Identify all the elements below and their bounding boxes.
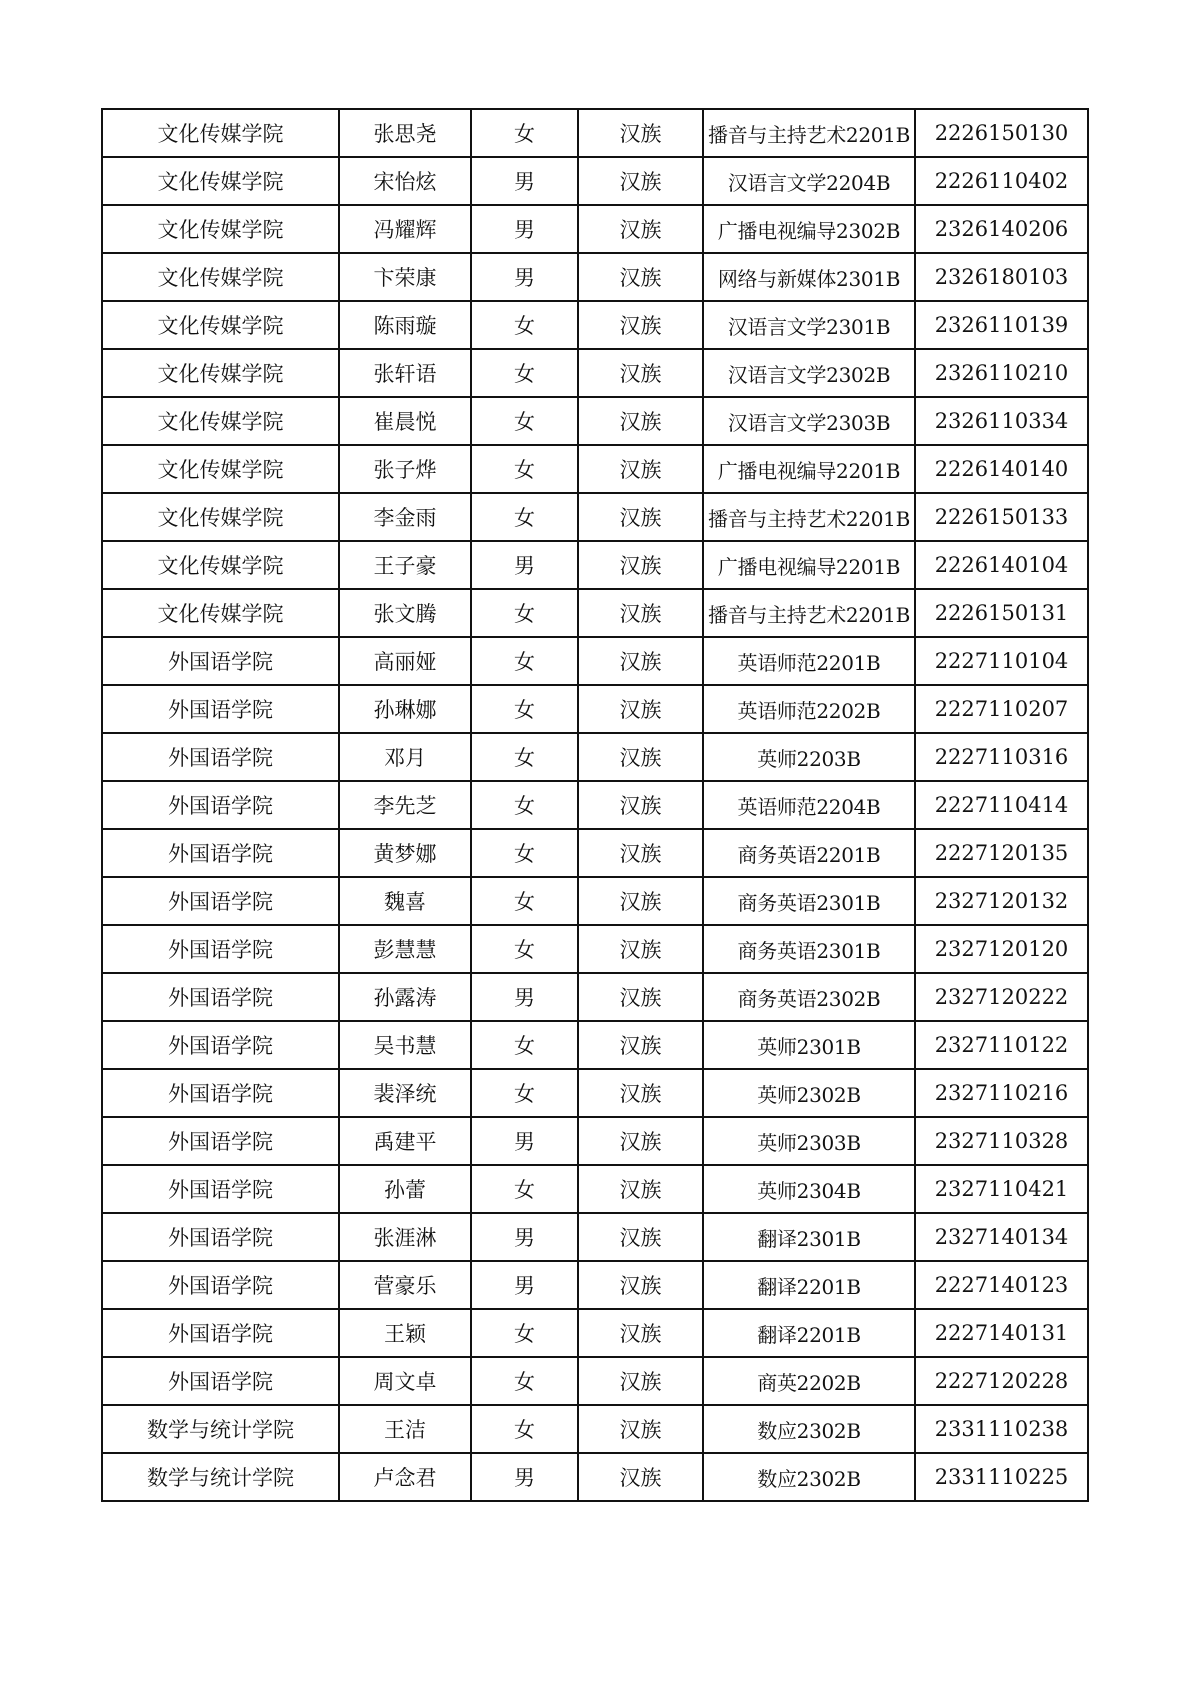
class-cell: 商务英语2301B [703, 925, 915, 973]
class-cell: 播音与主持艺术2201B [703, 589, 915, 637]
name-cell: 崔晨悦 [339, 397, 471, 445]
ethnicity-cell: 汉族 [578, 349, 703, 397]
college-cell: 文化传媒学院 [102, 397, 339, 445]
ethnicity-cell: 汉族 [578, 637, 703, 685]
gender-cell: 女 [471, 637, 578, 685]
gender-cell: 女 [471, 493, 578, 541]
table-row [102, 829, 1088, 877]
class-cell: 广播电视编导2201B [703, 541, 915, 589]
student-id-cell: 2227110104 [915, 637, 1088, 685]
college-cell: 文化传媒学院 [102, 541, 339, 589]
table-row [102, 973, 1088, 1021]
college-cell: 文化传媒学院 [102, 157, 339, 205]
student-id-cell: 2327110216 [915, 1069, 1088, 1117]
class-cell: 商务英语2301B [703, 877, 915, 925]
table-row [102, 349, 1088, 397]
table-row [102, 685, 1088, 733]
name-cell: 周文卓 [339, 1357, 471, 1405]
college-cell: 外国语学院 [102, 781, 339, 829]
table-row [102, 1117, 1088, 1165]
student-id-cell: 2327110421 [915, 1165, 1088, 1213]
college-cell: 文化传媒学院 [102, 445, 339, 493]
college-cell: 外国语学院 [102, 1021, 339, 1069]
college-cell: 外国语学院 [102, 1213, 339, 1261]
class-cell: 翻译2201B [703, 1309, 915, 1357]
student-id-cell: 2227110316 [915, 733, 1088, 781]
ethnicity-cell: 汉族 [578, 109, 703, 157]
gender-cell: 女 [471, 1309, 578, 1357]
class-cell: 英师2303B [703, 1117, 915, 1165]
ethnicity-cell: 汉族 [578, 157, 703, 205]
table-row [102, 1069, 1088, 1117]
ethnicity-cell: 汉族 [578, 541, 703, 589]
ethnicity-cell: 汉族 [578, 253, 703, 301]
student-id-cell: 2227110207 [915, 685, 1088, 733]
table-row [102, 1405, 1088, 1453]
name-cell: 张文腾 [339, 589, 471, 637]
ethnicity-cell: 汉族 [578, 685, 703, 733]
ethnicity-cell: 汉族 [578, 301, 703, 349]
name-cell: 彭慧慧 [339, 925, 471, 973]
gender-cell: 女 [471, 1357, 578, 1405]
ethnicity-cell: 汉族 [578, 733, 703, 781]
table-row [102, 493, 1088, 541]
gender-cell: 女 [471, 781, 578, 829]
student-id-cell: 2227140123 [915, 1261, 1088, 1309]
ethnicity-cell: 汉族 [578, 829, 703, 877]
class-cell: 英语师范2202B [703, 685, 915, 733]
table-row [102, 109, 1088, 157]
student-id-cell: 2326140206 [915, 205, 1088, 253]
class-cell: 汉语言文学2302B [703, 349, 915, 397]
ethnicity-cell: 汉族 [578, 493, 703, 541]
student-id-cell: 2326180103 [915, 253, 1088, 301]
gender-cell: 男 [471, 1117, 578, 1165]
class-cell: 网络与新媒体2301B [703, 253, 915, 301]
gender-cell: 女 [471, 1021, 578, 1069]
gender-cell: 女 [471, 1069, 578, 1117]
name-cell: 李金雨 [339, 493, 471, 541]
class-cell: 翻译2201B [703, 1261, 915, 1309]
class-cell: 数应2302B [703, 1453, 915, 1501]
class-cell: 播音与主持艺术2201B [703, 493, 915, 541]
college-cell: 外国语学院 [102, 829, 339, 877]
student-id-cell: 2226150131 [915, 589, 1088, 637]
table-row [102, 1213, 1088, 1261]
student-id-cell: 2326110139 [915, 301, 1088, 349]
gender-cell: 女 [471, 1165, 578, 1213]
name-cell: 菅豪乐 [339, 1261, 471, 1309]
name-cell: 冯耀辉 [339, 205, 471, 253]
class-cell: 汉语言文学2204B [703, 157, 915, 205]
name-cell: 张子烨 [339, 445, 471, 493]
student-id-cell: 2326110334 [915, 397, 1088, 445]
gender-cell: 男 [471, 205, 578, 253]
name-cell: 高丽娅 [339, 637, 471, 685]
ethnicity-cell: 汉族 [578, 1117, 703, 1165]
table-row [102, 925, 1088, 973]
college-cell: 文化传媒学院 [102, 253, 339, 301]
class-cell: 数应2302B [703, 1405, 915, 1453]
college-cell: 文化传媒学院 [102, 349, 339, 397]
gender-cell: 女 [471, 397, 578, 445]
roster-body [102, 109, 1088, 1501]
college-cell: 外国语学院 [102, 925, 339, 973]
table-row [102, 397, 1088, 445]
student-id-cell: 2226150133 [915, 493, 1088, 541]
gender-cell: 女 [471, 109, 578, 157]
ethnicity-cell: 汉族 [578, 877, 703, 925]
class-cell: 汉语言文学2303B [703, 397, 915, 445]
table-row [102, 1309, 1088, 1357]
ethnicity-cell: 汉族 [578, 1309, 703, 1357]
table-row [102, 637, 1088, 685]
student-id-cell: 2327140134 [915, 1213, 1088, 1261]
college-cell: 外国语学院 [102, 685, 339, 733]
table-row [102, 253, 1088, 301]
gender-cell: 女 [471, 349, 578, 397]
college-cell: 外国语学院 [102, 1069, 339, 1117]
ethnicity-cell: 汉族 [578, 397, 703, 445]
student-id-cell: 2227110414 [915, 781, 1088, 829]
table-row [102, 1165, 1088, 1213]
name-cell: 张轩语 [339, 349, 471, 397]
gender-cell: 女 [471, 685, 578, 733]
table-row [102, 781, 1088, 829]
name-cell: 王洁 [339, 1405, 471, 1453]
gender-cell: 男 [471, 973, 578, 1021]
name-cell: 魏喜 [339, 877, 471, 925]
college-cell: 数学与统计学院 [102, 1453, 339, 1501]
gender-cell: 女 [471, 733, 578, 781]
name-cell: 黄梦娜 [339, 829, 471, 877]
college-cell: 外国语学院 [102, 1357, 339, 1405]
gender-cell: 女 [471, 877, 578, 925]
class-cell: 汉语言文学2301B [703, 301, 915, 349]
student-id-cell: 2327120222 [915, 973, 1088, 1021]
gender-cell: 男 [471, 157, 578, 205]
ethnicity-cell: 汉族 [578, 1453, 703, 1501]
ethnicity-cell: 汉族 [578, 973, 703, 1021]
table-row [102, 1021, 1088, 1069]
college-cell: 文化传媒学院 [102, 205, 339, 253]
ethnicity-cell: 汉族 [578, 445, 703, 493]
class-cell: 英师2203B [703, 733, 915, 781]
college-cell: 外国语学院 [102, 973, 339, 1021]
college-cell: 外国语学院 [102, 733, 339, 781]
gender-cell: 男 [471, 1261, 578, 1309]
name-cell: 王颖 [339, 1309, 471, 1357]
college-cell: 外国语学院 [102, 1261, 339, 1309]
student-id-cell: 2226150130 [915, 109, 1088, 157]
student-id-cell: 2327110122 [915, 1021, 1088, 1069]
college-cell: 文化传媒学院 [102, 109, 339, 157]
name-cell: 卞荣康 [339, 253, 471, 301]
student-id-cell: 2226140140 [915, 445, 1088, 493]
name-cell: 吴书慧 [339, 1021, 471, 1069]
class-cell: 商务英语2302B [703, 973, 915, 1021]
college-cell: 外国语学院 [102, 1117, 339, 1165]
table-row [102, 157, 1088, 205]
student-id-cell: 2331110225 [915, 1453, 1088, 1501]
student-id-cell: 2326110210 [915, 349, 1088, 397]
name-cell: 邓月 [339, 733, 471, 781]
table-row [102, 877, 1088, 925]
college-cell: 文化传媒学院 [102, 589, 339, 637]
class-cell: 广播电视编导2302B [703, 205, 915, 253]
gender-cell: 女 [471, 1405, 578, 1453]
college-cell: 外国语学院 [102, 1309, 339, 1357]
table-row [102, 1357, 1088, 1405]
gender-cell: 女 [471, 925, 578, 973]
class-cell: 商英2202B [703, 1357, 915, 1405]
gender-cell: 女 [471, 829, 578, 877]
ethnicity-cell: 汉族 [578, 205, 703, 253]
class-cell: 英师2304B [703, 1165, 915, 1213]
student-roster-table [101, 108, 1089, 1502]
ethnicity-cell: 汉族 [578, 1213, 703, 1261]
name-cell: 王子豪 [339, 541, 471, 589]
name-cell: 孙蕾 [339, 1165, 471, 1213]
ethnicity-cell: 汉族 [578, 781, 703, 829]
class-cell: 英语师范2201B [703, 637, 915, 685]
ethnicity-cell: 汉族 [578, 1165, 703, 1213]
college-cell: 数学与统计学院 [102, 1405, 339, 1453]
name-cell: 李先芝 [339, 781, 471, 829]
college-cell: 外国语学院 [102, 877, 339, 925]
name-cell: 孙琳娜 [339, 685, 471, 733]
gender-cell: 男 [471, 541, 578, 589]
class-cell: 英师2302B [703, 1069, 915, 1117]
class-cell: 翻译2301B [703, 1213, 915, 1261]
gender-cell: 女 [471, 301, 578, 349]
gender-cell: 女 [471, 589, 578, 637]
ethnicity-cell: 汉族 [578, 1405, 703, 1453]
ethnicity-cell: 汉族 [578, 589, 703, 637]
ethnicity-cell: 汉族 [578, 1021, 703, 1069]
student-id-cell: 2327120132 [915, 877, 1088, 925]
name-cell: 陈雨璇 [339, 301, 471, 349]
name-cell: 张思尧 [339, 109, 471, 157]
student-id-cell: 2327120120 [915, 925, 1088, 973]
student-id-cell: 2327110328 [915, 1117, 1088, 1165]
table-row [102, 445, 1088, 493]
college-cell: 外国语学院 [102, 1165, 339, 1213]
table-row [102, 205, 1088, 253]
table-row [102, 589, 1088, 637]
table-row [102, 301, 1088, 349]
student-id-cell: 2331110238 [915, 1405, 1088, 1453]
name-cell: 禹建平 [339, 1117, 471, 1165]
name-cell: 卢念君 [339, 1453, 471, 1501]
student-id-cell: 2226140104 [915, 541, 1088, 589]
class-cell: 广播电视编导2201B [703, 445, 915, 493]
table-row [102, 541, 1088, 589]
table-row [102, 1261, 1088, 1309]
ethnicity-cell: 汉族 [578, 1261, 703, 1309]
student-id-cell: 2227140131 [915, 1309, 1088, 1357]
table-row [102, 733, 1088, 781]
name-cell: 宋怡炫 [339, 157, 471, 205]
name-cell: 张涯淋 [339, 1213, 471, 1261]
student-id-cell: 2227120228 [915, 1357, 1088, 1405]
ethnicity-cell: 汉族 [578, 925, 703, 973]
name-cell: 裴泽统 [339, 1069, 471, 1117]
ethnicity-cell: 汉族 [578, 1069, 703, 1117]
class-cell: 播音与主持艺术2201B [703, 109, 915, 157]
college-cell: 文化传媒学院 [102, 493, 339, 541]
ethnicity-cell: 汉族 [578, 1357, 703, 1405]
gender-cell: 男 [471, 1453, 578, 1501]
student-id-cell: 2226110402 [915, 157, 1088, 205]
table-row [102, 1453, 1088, 1501]
college-cell: 文化传媒学院 [102, 301, 339, 349]
gender-cell: 男 [471, 253, 578, 301]
college-cell: 外国语学院 [102, 637, 339, 685]
gender-cell: 男 [471, 1213, 578, 1261]
name-cell: 孙露涛 [339, 973, 471, 1021]
gender-cell: 女 [471, 445, 578, 493]
class-cell: 英师2301B [703, 1021, 915, 1069]
class-cell: 英语师范2204B [703, 781, 915, 829]
class-cell: 商务英语2201B [703, 829, 915, 877]
student-id-cell: 2227120135 [915, 829, 1088, 877]
